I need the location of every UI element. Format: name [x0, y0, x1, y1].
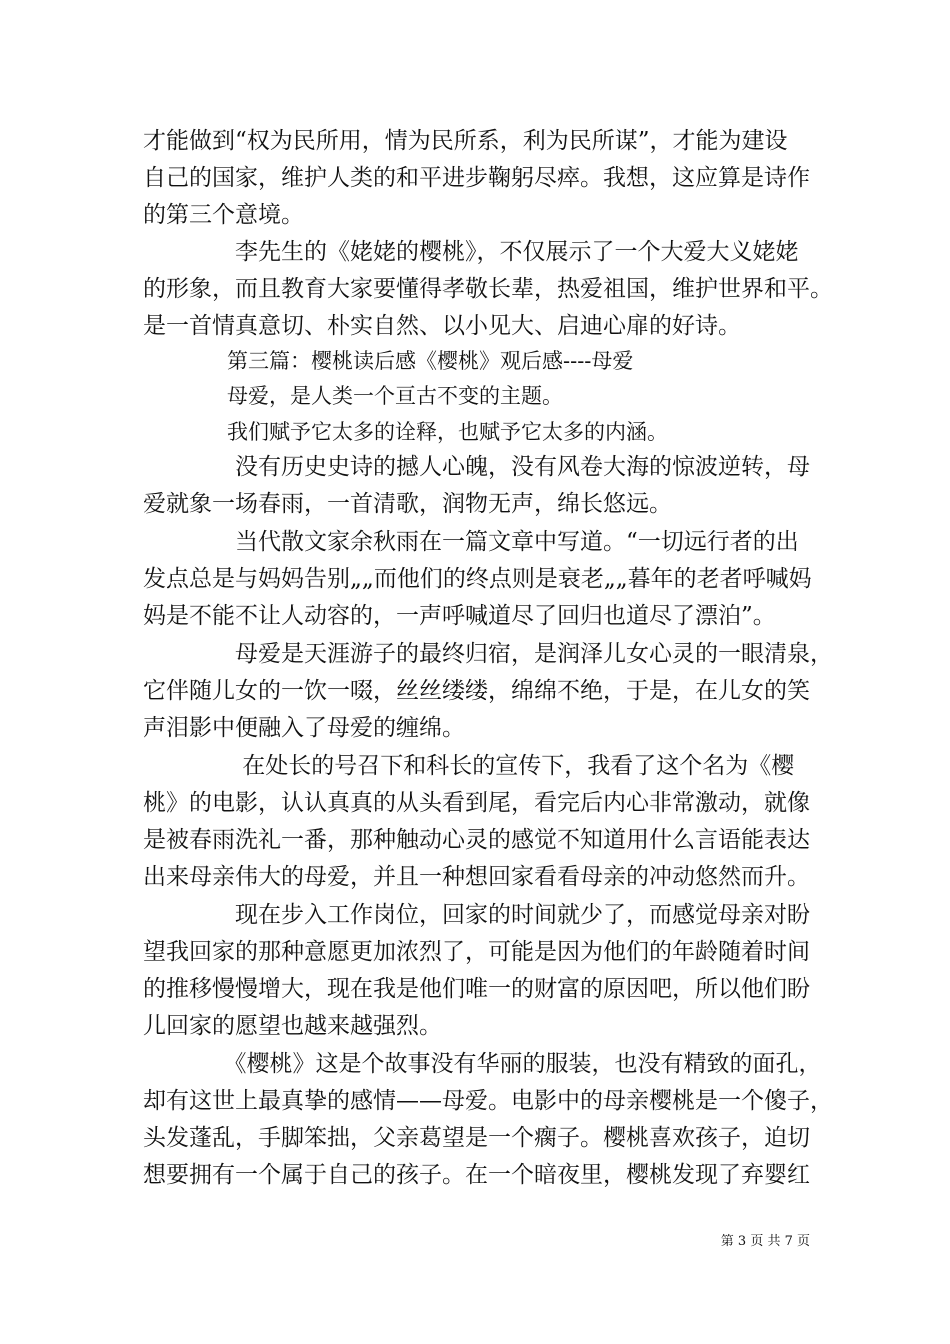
text-line: 声泪影中便融入了母爱的缠绵。 [143, 715, 465, 741]
text-line: 的推移慢慢增大，现在我是他们唯一的财富的原因吧，所以他们盼 [143, 976, 810, 1002]
section-heading: 第三篇：樱桃读后感《樱桃》观后感----母爱 [143, 349, 634, 373]
text-line: 桃》的电影，认认真真的从头看到尾，看完后内心非常激动，就像 [143, 790, 810, 816]
text-line: 李先生的《姥姥的樱桃》，不仅展示了一个大爱大义姥姥 [143, 239, 799, 265]
text-line: 才能做到“权为民所用，情为民所系，利为民所谋”，才能为建设 [143, 128, 788, 154]
text-line: 儿回家的愿望也越来越强烈。 [143, 1013, 442, 1039]
text-line: 现在步入工作岗位，回家的时间就少了，而感觉母亲对盼 [143, 902, 810, 928]
text-line: 是一首情真意切、朴实自然、以小见大、启迪心扉的好诗。 [143, 313, 741, 339]
text-line: 出来母亲伟大的母爱，并且一种想回家看看母亲的冲动悠然而升。 [143, 864, 810, 890]
text-line: 《樱桃》这是个故事没有华丽的服装，也没有精致的面孔， [143, 1051, 822, 1077]
text-line: 望我回家的那种意愿更加浓烈了，可能是因为他们的年龄随着时间 [143, 939, 810, 965]
text-line: 妈是不能不让人动容的，一声呼喊道尽了回归也道尽了漂泊”。 [143, 603, 776, 629]
text-line: 想要拥有一个属于自己的孩子。在一个暗夜里，樱桃发现了弃婴红 [143, 1162, 810, 1188]
text-line: 我们赋予它太多的诠释，也赋予它太多的内涵。 [143, 420, 668, 444]
text-line: 头发蓬乱，手脚笨拙，父亲葛望是一个瘸子。樱桃喜欢孩子，迫切 [143, 1125, 810, 1151]
text-line: 发点总是与妈妈告别„„而他们的终点则是衰老„„暮年的老者呼喊妈 [143, 566, 812, 592]
text-line: 的第三个意境。 [143, 202, 304, 228]
text-line: 爱就象一场春雨，一首清歌，润物无声，绵长悠远。 [143, 491, 672, 517]
text-line: 当代散文家余秋雨在一篇文章中写道。“一切远行者的出 [143, 529, 799, 555]
text-line: 没有历史史诗的撼人心魄，没有风卷大海的惊波逆转，母 [143, 454, 810, 480]
page-number-footer: 第 3 页 共 7 页 [720, 1234, 810, 1249]
text-line: 却有这世上最真挚的感情——母爱。电影中的母亲樱桃是一个傻子， [143, 1088, 833, 1114]
text-line: 是被春雨洗礼一番，那种触动心灵的感觉不知道用什么言语能表达 [143, 827, 810, 853]
text-line: 自己的国家，维护人类的和平进步鞠躬尽瘁。我想，这应算是诗作 [143, 165, 810, 191]
text-line: 它伴随儿女的一饮一啜，丝丝缕缕，绵绵不绝，于是，在儿女的笑 [143, 678, 810, 704]
text-line: 母爱，是人类一个亘古不变的主题。 [143, 384, 563, 408]
text-line: 的形象，而且教育大家要懂得孝敬长辈，热爱祖国，维护世界和平。 [143, 276, 833, 302]
text-line: 在处长的号召下和科长的宣传下，我看了这个名为《樱 [143, 753, 795, 779]
text-line: 母爱是天涯游子的最终归宿，是润泽儿女心灵的一眼清泉， [143, 641, 833, 667]
